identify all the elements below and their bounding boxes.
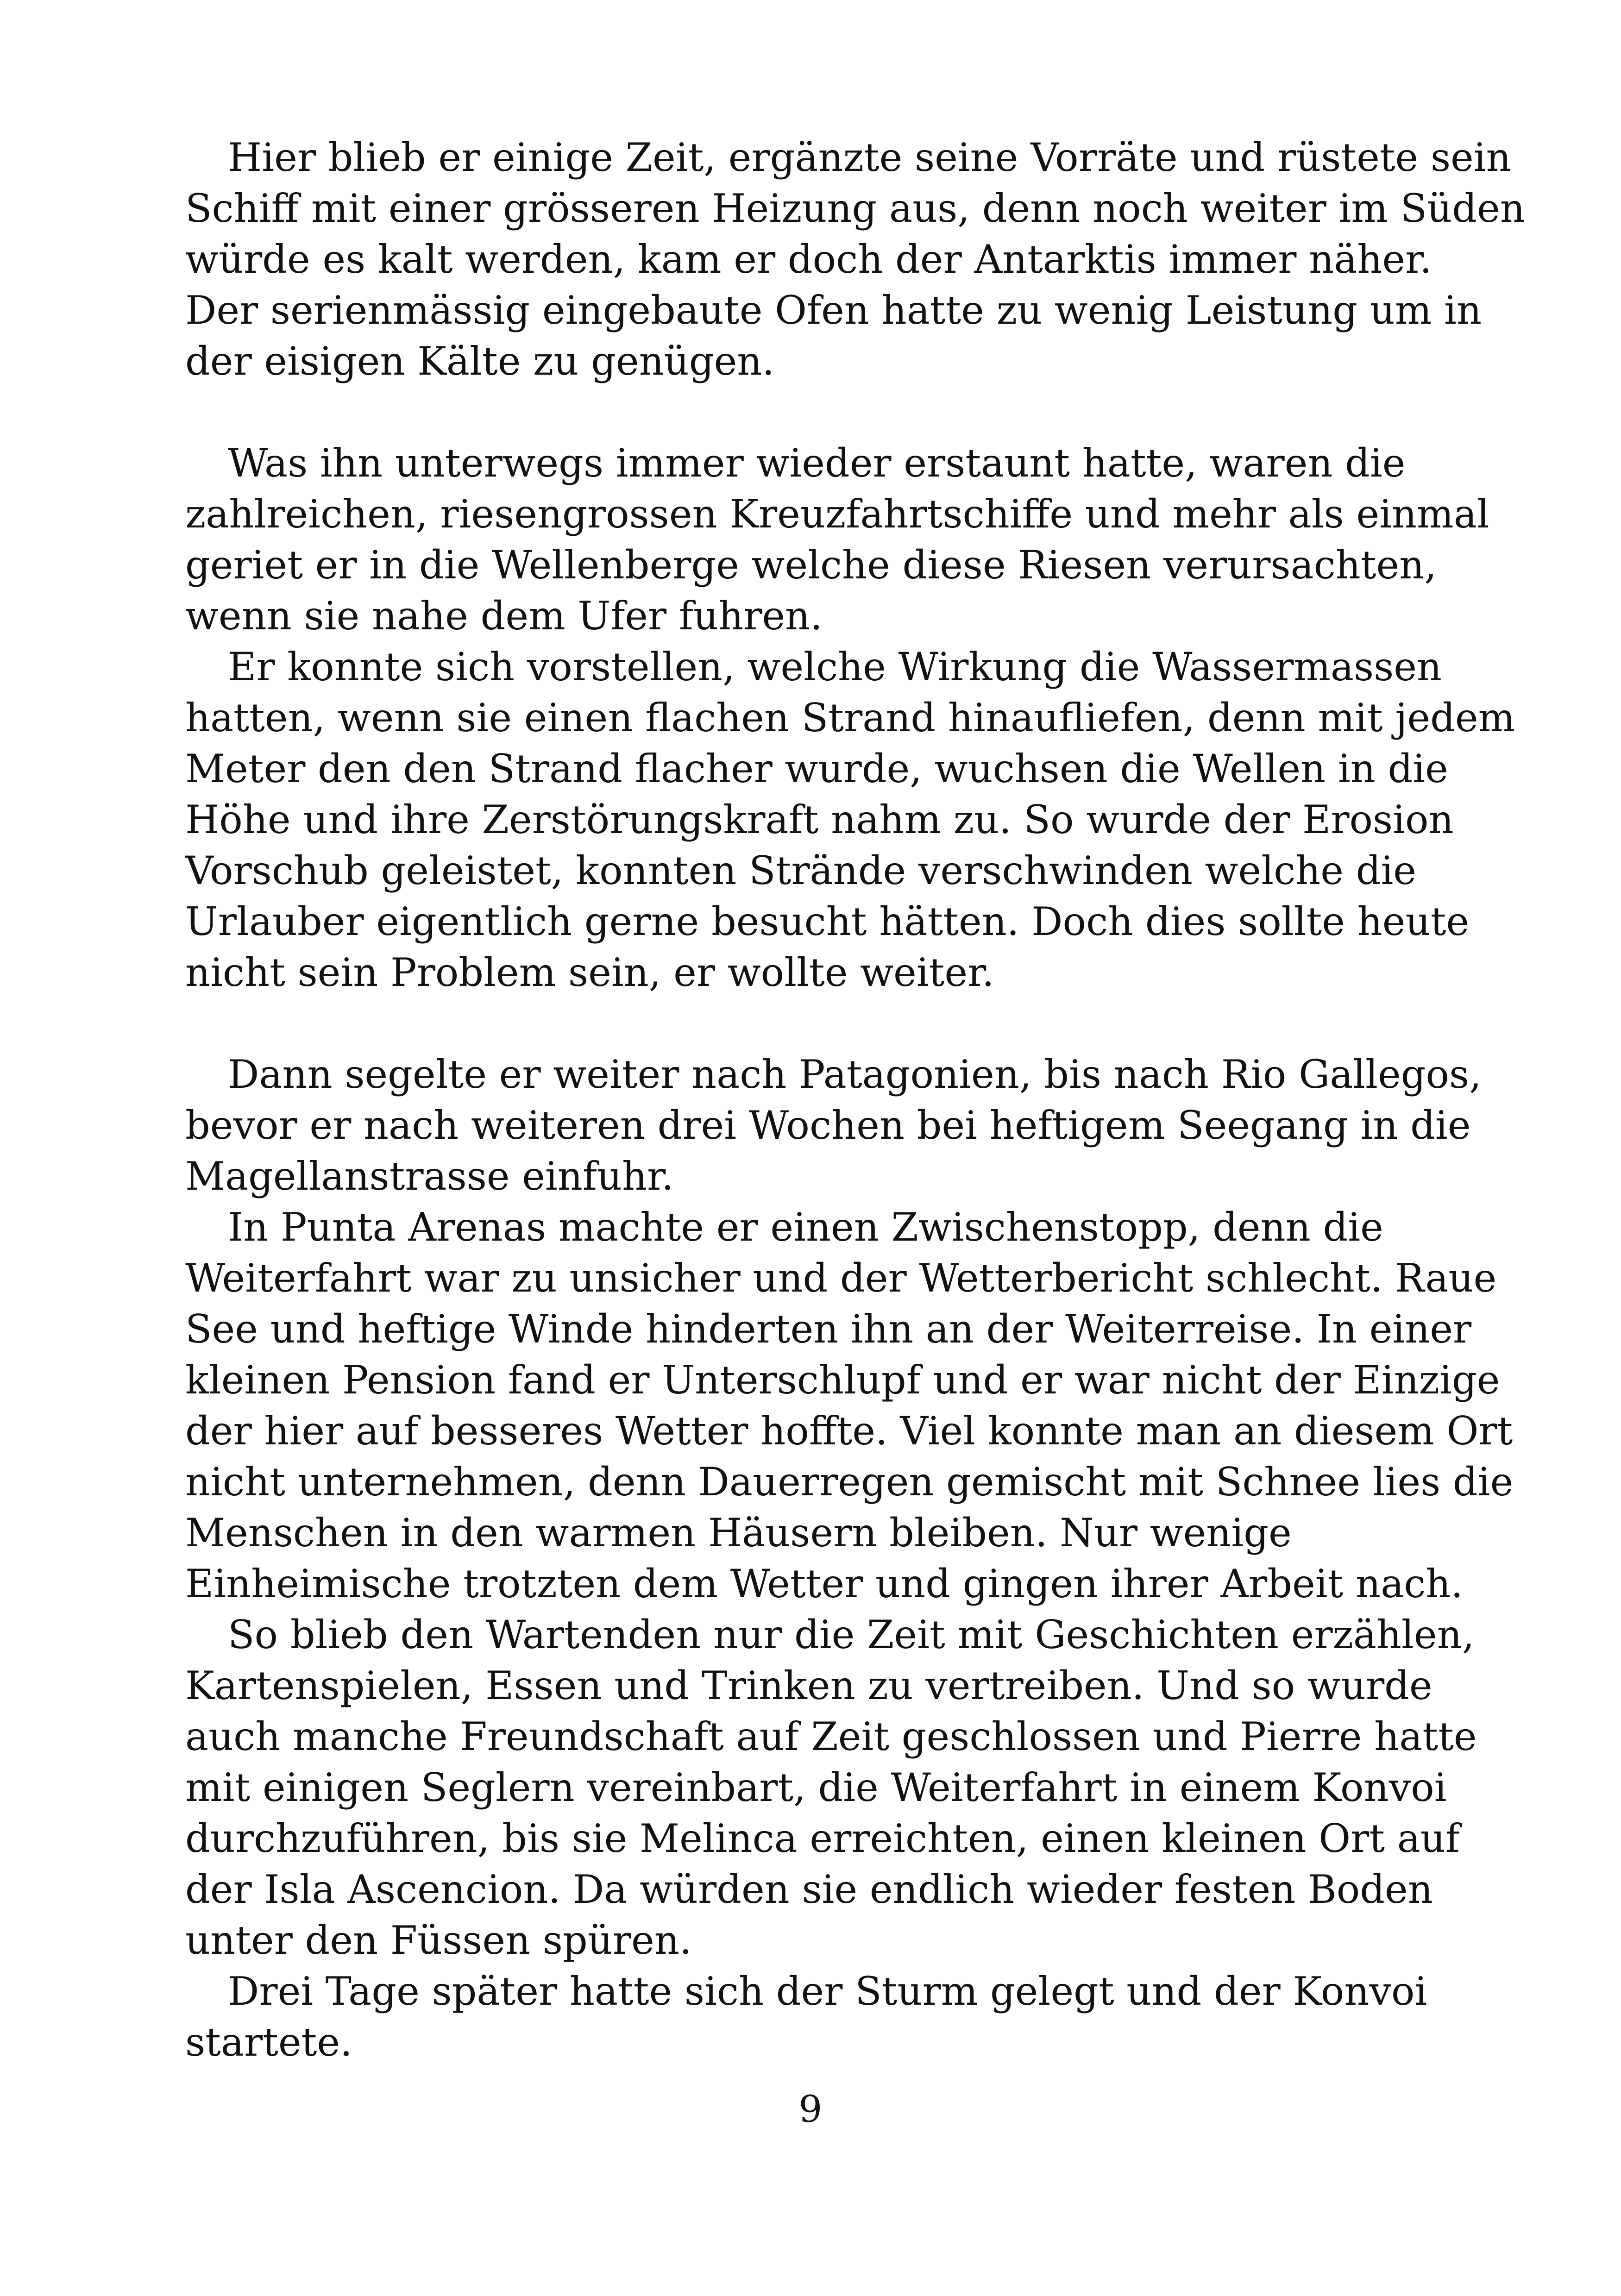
text-line: Meter den den Strand flacher wurde, wuchsen die Wellen in die: [185, 746, 1448, 791]
paragraph: [185, 438, 1489, 641]
paragraph: [185, 1609, 1477, 1966]
text-line: In Punta Arenas machte er einen Zwischenstopp, denn die: [228, 1204, 1383, 1250]
text-line: der eisigen Kälte zu genügen.: [185, 339, 775, 384]
text-line: würde es kalt werden, kam er doch der Antarktis immer näher.: [185, 237, 1432, 282]
text-line: mit einigen Seglern vereinbart, die Weiterfahrt in einem Konvoi: [185, 1765, 1447, 1810]
paragraph: [185, 1202, 1514, 1609]
text-line: Was ihn unterwegs immer wieder erstaunt hatte, waren die: [228, 440, 1406, 486]
text-line: Dann segelte er weiter nach Patagonien, bis nach Rio Gallegos,: [228, 1052, 1482, 1097]
text-line: kleinen Pension fand er Unterschlupf und er war nicht der Einzige: [185, 1357, 1500, 1403]
text-line: Weiterfahrt war zu unsicher und der Wetterbericht schlecht. Raue: [185, 1255, 1497, 1301]
text-line: hatten, wenn sie einen flachen Strand hinaufliefen, denn mit jedem: [185, 695, 1515, 740]
text-line: Urlauber eigentlich gerne besucht hätten. Doch dies sollte heute: [185, 899, 1470, 944]
body-text: [185, 132, 1525, 2068]
text-line: Der serienmässig eingebaute Ofen hatte zu wenig Leistung um in: [185, 288, 1482, 333]
text-line: zahlreichen, riesengrossen Kreuzfahrtschiffe und mehr als einmal: [185, 491, 1489, 537]
text-line: unter den Füssen spüren.: [185, 1918, 692, 1963]
text-line: Menschen in den warmen Häusern bleiben. Nur wenige: [185, 1510, 1292, 1556]
page-number: 9: [798, 2088, 823, 2131]
text-line: Höhe und ihre Zerstörungskraft nahm zu. So wurde der Erosion: [185, 797, 1454, 842]
text-line: geriet er in die Wellenberge welche diese Riesen verursachten,: [185, 542, 1437, 588]
text-line: Hier blieb er einige Zeit, ergänzte seine Vorräte und rüstete sein: [228, 135, 1511, 180]
text-line: nicht unternehmen, denn Dauerregen gemischt mit Schnee lies die: [185, 1459, 1514, 1505]
text-line: Einheimische trotzten dem Wetter und gingen ihrer Arbeit nach.: [185, 1561, 1464, 1606]
text-line: der Isla Ascencion. Da würden sie endlich wieder festen Boden: [185, 1867, 1433, 1912]
text-line: startete.: [185, 2020, 352, 2065]
paragraph: [185, 1966, 1464, 2068]
text-line: wenn sie nahe dem Ufer fuhren.: [185, 593, 823, 639]
text-line: Er konnte sich vorstellen, welche Wirkung die Wassermassen: [228, 644, 1442, 690]
text-line: See und heftige Winde hinderten ihn an der Weiterreise. In einer: [185, 1306, 1472, 1352]
text-line: bevor er nach weiteren drei Wochen bei heftigem Seegang in die: [185, 1103, 1471, 1148]
text-line: durchzuführen, bis sie Melinca erreichten, einen kleinen Ort auf: [185, 1816, 1460, 1861]
paragraph: [185, 1049, 1482, 1202]
text-line: Kartenspielen, Essen und Trinken zu vertreiben. Und so wurde: [185, 1663, 1433, 1708]
paragraph-spacer: [185, 387, 1464, 438]
text-line: der hier auf besseres Wetter hoffte. Viel konnte man an diesem Ort: [185, 1408, 1513, 1454]
text-line: nicht sein Problem sein, er wollte weiter.: [185, 950, 994, 995]
text-line: Vorschub geleistet, konnten Strände verschwinden welche die: [185, 848, 1417, 893]
paragraph: [185, 641, 1515, 998]
text-line: Drei Tage später hatte sich der Sturm gelegt und der Konvoi: [228, 1969, 1427, 2014]
paragraph-spacer: [185, 998, 1464, 1049]
text-line: Schiff mit einer grösseren Heizung aus, denn noch weiter im Süden: [185, 186, 1525, 231]
text-line: So blieb den Wartenden nur die Zeit mit Geschichten erzählen,: [228, 1612, 1475, 1657]
text-line: auch manche Freundschaft auf Zeit geschlossen und Pierre hatte: [185, 1714, 1477, 1759]
paragraph: [185, 132, 1525, 387]
text-line: Magellanstrasse einfuhr.: [185, 1154, 674, 1199]
